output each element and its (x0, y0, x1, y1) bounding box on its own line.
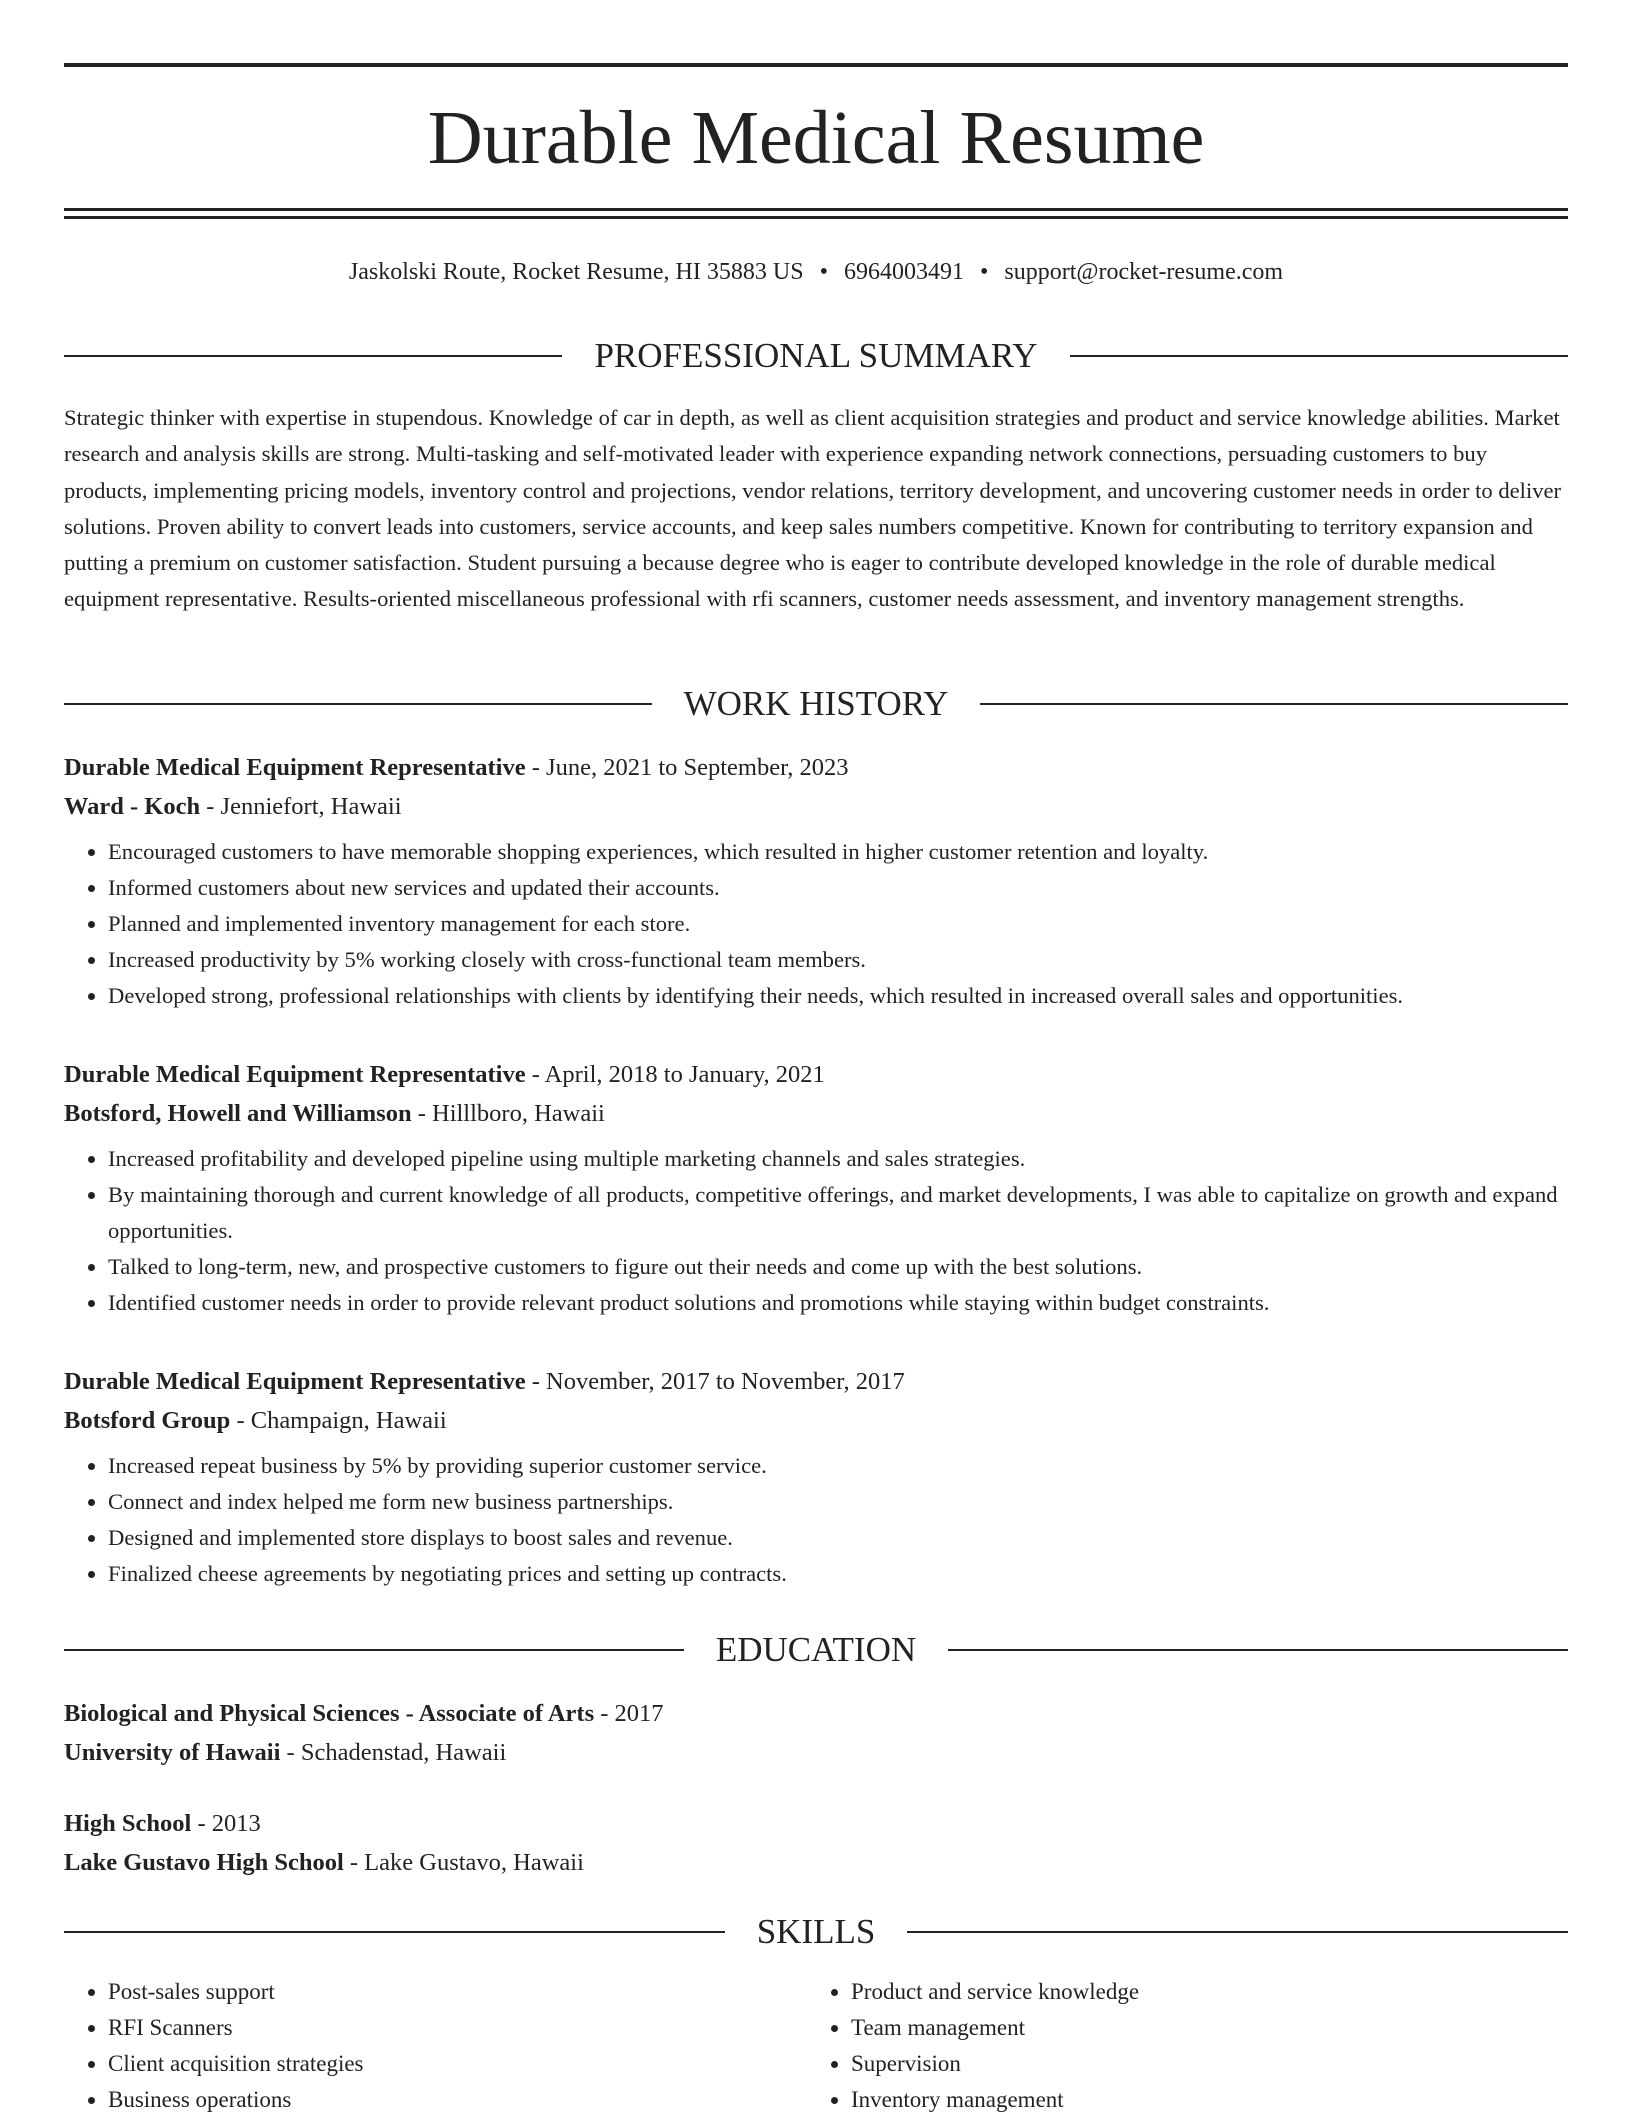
education-entry (64, 1694, 1568, 1772)
education-degree: Biological and Physical Sciences - Associate of Arts (64, 1700, 595, 1727)
job-bullets (64, 1448, 1568, 1592)
skill-item: • Client acquisition strategies (108, 2046, 807, 2082)
section-divider-left (64, 355, 562, 357)
work-entry (64, 1055, 1568, 1321)
job-company: Botsford, Howell and Williamson (64, 1100, 412, 1127)
education-year: - 2017 (594, 1700, 664, 1727)
header-top-rule (64, 63, 1568, 67)
job-company-line (64, 787, 1568, 826)
job-bullets (64, 834, 1568, 1014)
job-dates: - April, 2018 to January, 2021 (525, 1061, 825, 1088)
section-divider-left (64, 1931, 725, 1933)
skill-item: • Post-sales support (108, 1974, 807, 2010)
job-bullet: • Increased repeat business by 5% by providing superior customer service. (108, 1448, 1568, 1484)
job-bullet: • By maintaining thorough and current knowledge of all products, competitive offerings, and market developments, I was able to capitalize on growth and expand opportunities. (108, 1177, 1568, 1249)
job-company: Botsford Group (64, 1407, 231, 1434)
job-title-line (64, 1362, 1568, 1401)
job-bullets (64, 1141, 1568, 1321)
contact-phone: 6964003491 (843, 259, 964, 285)
job-bullet: • Informed customers about new services and updated their accounts. (108, 870, 1568, 906)
job-title-line (64, 1055, 1568, 1094)
job-bullet: • Talked to long-term, new, and prospective customers to figure out their needs and come up with the best solutions. (108, 1249, 1568, 1285)
job-bullet: • Designed and implemented store displays to boost sales and revenue. (108, 1520, 1568, 1556)
job-title: Durable Medical Equipment Representative (64, 754, 526, 781)
job-company: Ward - Koch (64, 793, 201, 820)
skill-item: • RFI Scanners (108, 2010, 807, 2046)
skills-list (64, 1974, 1568, 2118)
education-degree-line (64, 1694, 1568, 1733)
education-year: - 2013 (191, 1810, 261, 1837)
skill-item: • Product and service knowledge (851, 1974, 1550, 2010)
education-school-line (64, 1843, 1568, 1882)
section-header-summary (64, 334, 1568, 378)
education-school-line (64, 1733, 1568, 1772)
job-location: - Jenniefort, Hawaii (200, 793, 402, 820)
job-company-line (64, 1401, 1568, 1440)
job-dates: - November, 2017 to November, 2017 (525, 1368, 905, 1395)
resume-name: Durable Medical Resume (427, 96, 1205, 180)
section-divider-left (64, 703, 652, 705)
section-divider-left (64, 1649, 684, 1651)
section-divider-right (1070, 355, 1568, 357)
section-divider-right (980, 703, 1568, 705)
work-entry (64, 1362, 1568, 1592)
section-title-work-history: WORK HISTORY (683, 684, 949, 723)
education-degree-line (64, 1804, 1568, 1843)
skills-column-right (807, 1974, 1550, 2118)
header-rule-lower (64, 216, 1568, 219)
education-location: - Lake Gustavo, Hawaii (343, 1849, 584, 1876)
section-title-summary: PROFESSIONAL SUMMARY (594, 336, 1038, 375)
work-entry (64, 748, 1568, 1014)
job-bullet: • Finalized cheese agreements by negotiating prices and setting up contracts. (108, 1556, 1568, 1592)
skill-item: • Business operations (108, 2082, 807, 2118)
job-bullet: • Planned and implemented inventory management for each store. (108, 906, 1568, 942)
education-degree: High School (64, 1810, 192, 1837)
job-location: - Hilllboro, Hawaii (411, 1100, 605, 1127)
skill-item: • Team management (851, 2010, 1550, 2046)
summary-text: Strategic thinker with expertise in stupendous. Knowledge of car in depth, as well as client acquisition strategies and product and service knowledge abilities. Market research and analysis skills are strong. Multi-tasking and self-motivated leader with experience expanding network connections, persuading customers to buy products, implementing pricing models, inventory control and projections, vendor relations, territory development, and uncovering customer needs in order to deliver solutions. Proven ability to convert leads into customers, service accounts, and keep sales numbers competitive. Known for contributing to territory expansion and putting a premium on customer satisfaction. Student pursuing a because degree who is eager to contribute developed knowledge in the role of durable medical equipment representative. Results-oriented miscellaneous professional with rfi scanners, customer needs assessment, and inventory management strengths. (64, 405, 1562, 612)
education-school: University of Hawaii (64, 1739, 281, 1766)
job-bullet: • Encouraged customers to have memorable shopping experiences, which resulted in higher customer retention and loyalty. (108, 834, 1568, 870)
contact-line (64, 252, 1568, 292)
job-title: Durable Medical Equipment Representative (64, 1061, 526, 1088)
job-bullet: • Developed strong, professional relationships with clients by identifying their needs, which resulted in increased overall sales and opportunities. (108, 978, 1568, 1014)
job-location: - Champaign, Hawaii (230, 1407, 447, 1434)
job-dates: - June, 2021 to September, 2023 (525, 754, 849, 781)
job-bullet: • Increased productivity by 5% working closely with cross-functional team members. (108, 942, 1568, 978)
section-header-skills (64, 1910, 1568, 1954)
section-header-work-history (64, 682, 1568, 726)
header-rule-upper (64, 208, 1568, 211)
job-bullet: • Identified customer needs in order to provide relevant product solutions and promotions while staying within budget constraints. (108, 1285, 1568, 1321)
skill-item: • Inventory management (851, 2082, 1550, 2118)
job-bullet: • Increased profitability and developed pipeline using multiple marketing channels and sales strategies. (108, 1141, 1568, 1177)
job-company-line (64, 1094, 1568, 1133)
job-bullet: • Connect and index helped me form new business partnerships. (108, 1484, 1568, 1520)
section-title-skills: SKILLS (756, 1912, 876, 1951)
education-entry (64, 1804, 1568, 1882)
contact-email: support@rocket-resume.com (1004, 259, 1284, 285)
contact-separator: • (979, 259, 989, 285)
education-school: Lake Gustavo High School (64, 1849, 344, 1876)
section-title-education: EDUCATION (715, 1630, 917, 1669)
section-header-education (64, 1628, 1568, 1672)
education-location: - Schadenstad, Hawaii (280, 1739, 507, 1766)
contact-separator: • (819, 259, 828, 285)
section-divider-right (948, 1649, 1568, 1651)
section-divider-right (907, 1931, 1568, 1933)
job-title-line (64, 748, 1568, 787)
contact-address: Jaskolski Route, Rocket Resume, HI 35883 US (348, 259, 804, 285)
skill-item: • Supervision (851, 2046, 1550, 2082)
skills-column-left (64, 1974, 807, 2118)
job-title: Durable Medical Equipment Representative (64, 1368, 526, 1395)
